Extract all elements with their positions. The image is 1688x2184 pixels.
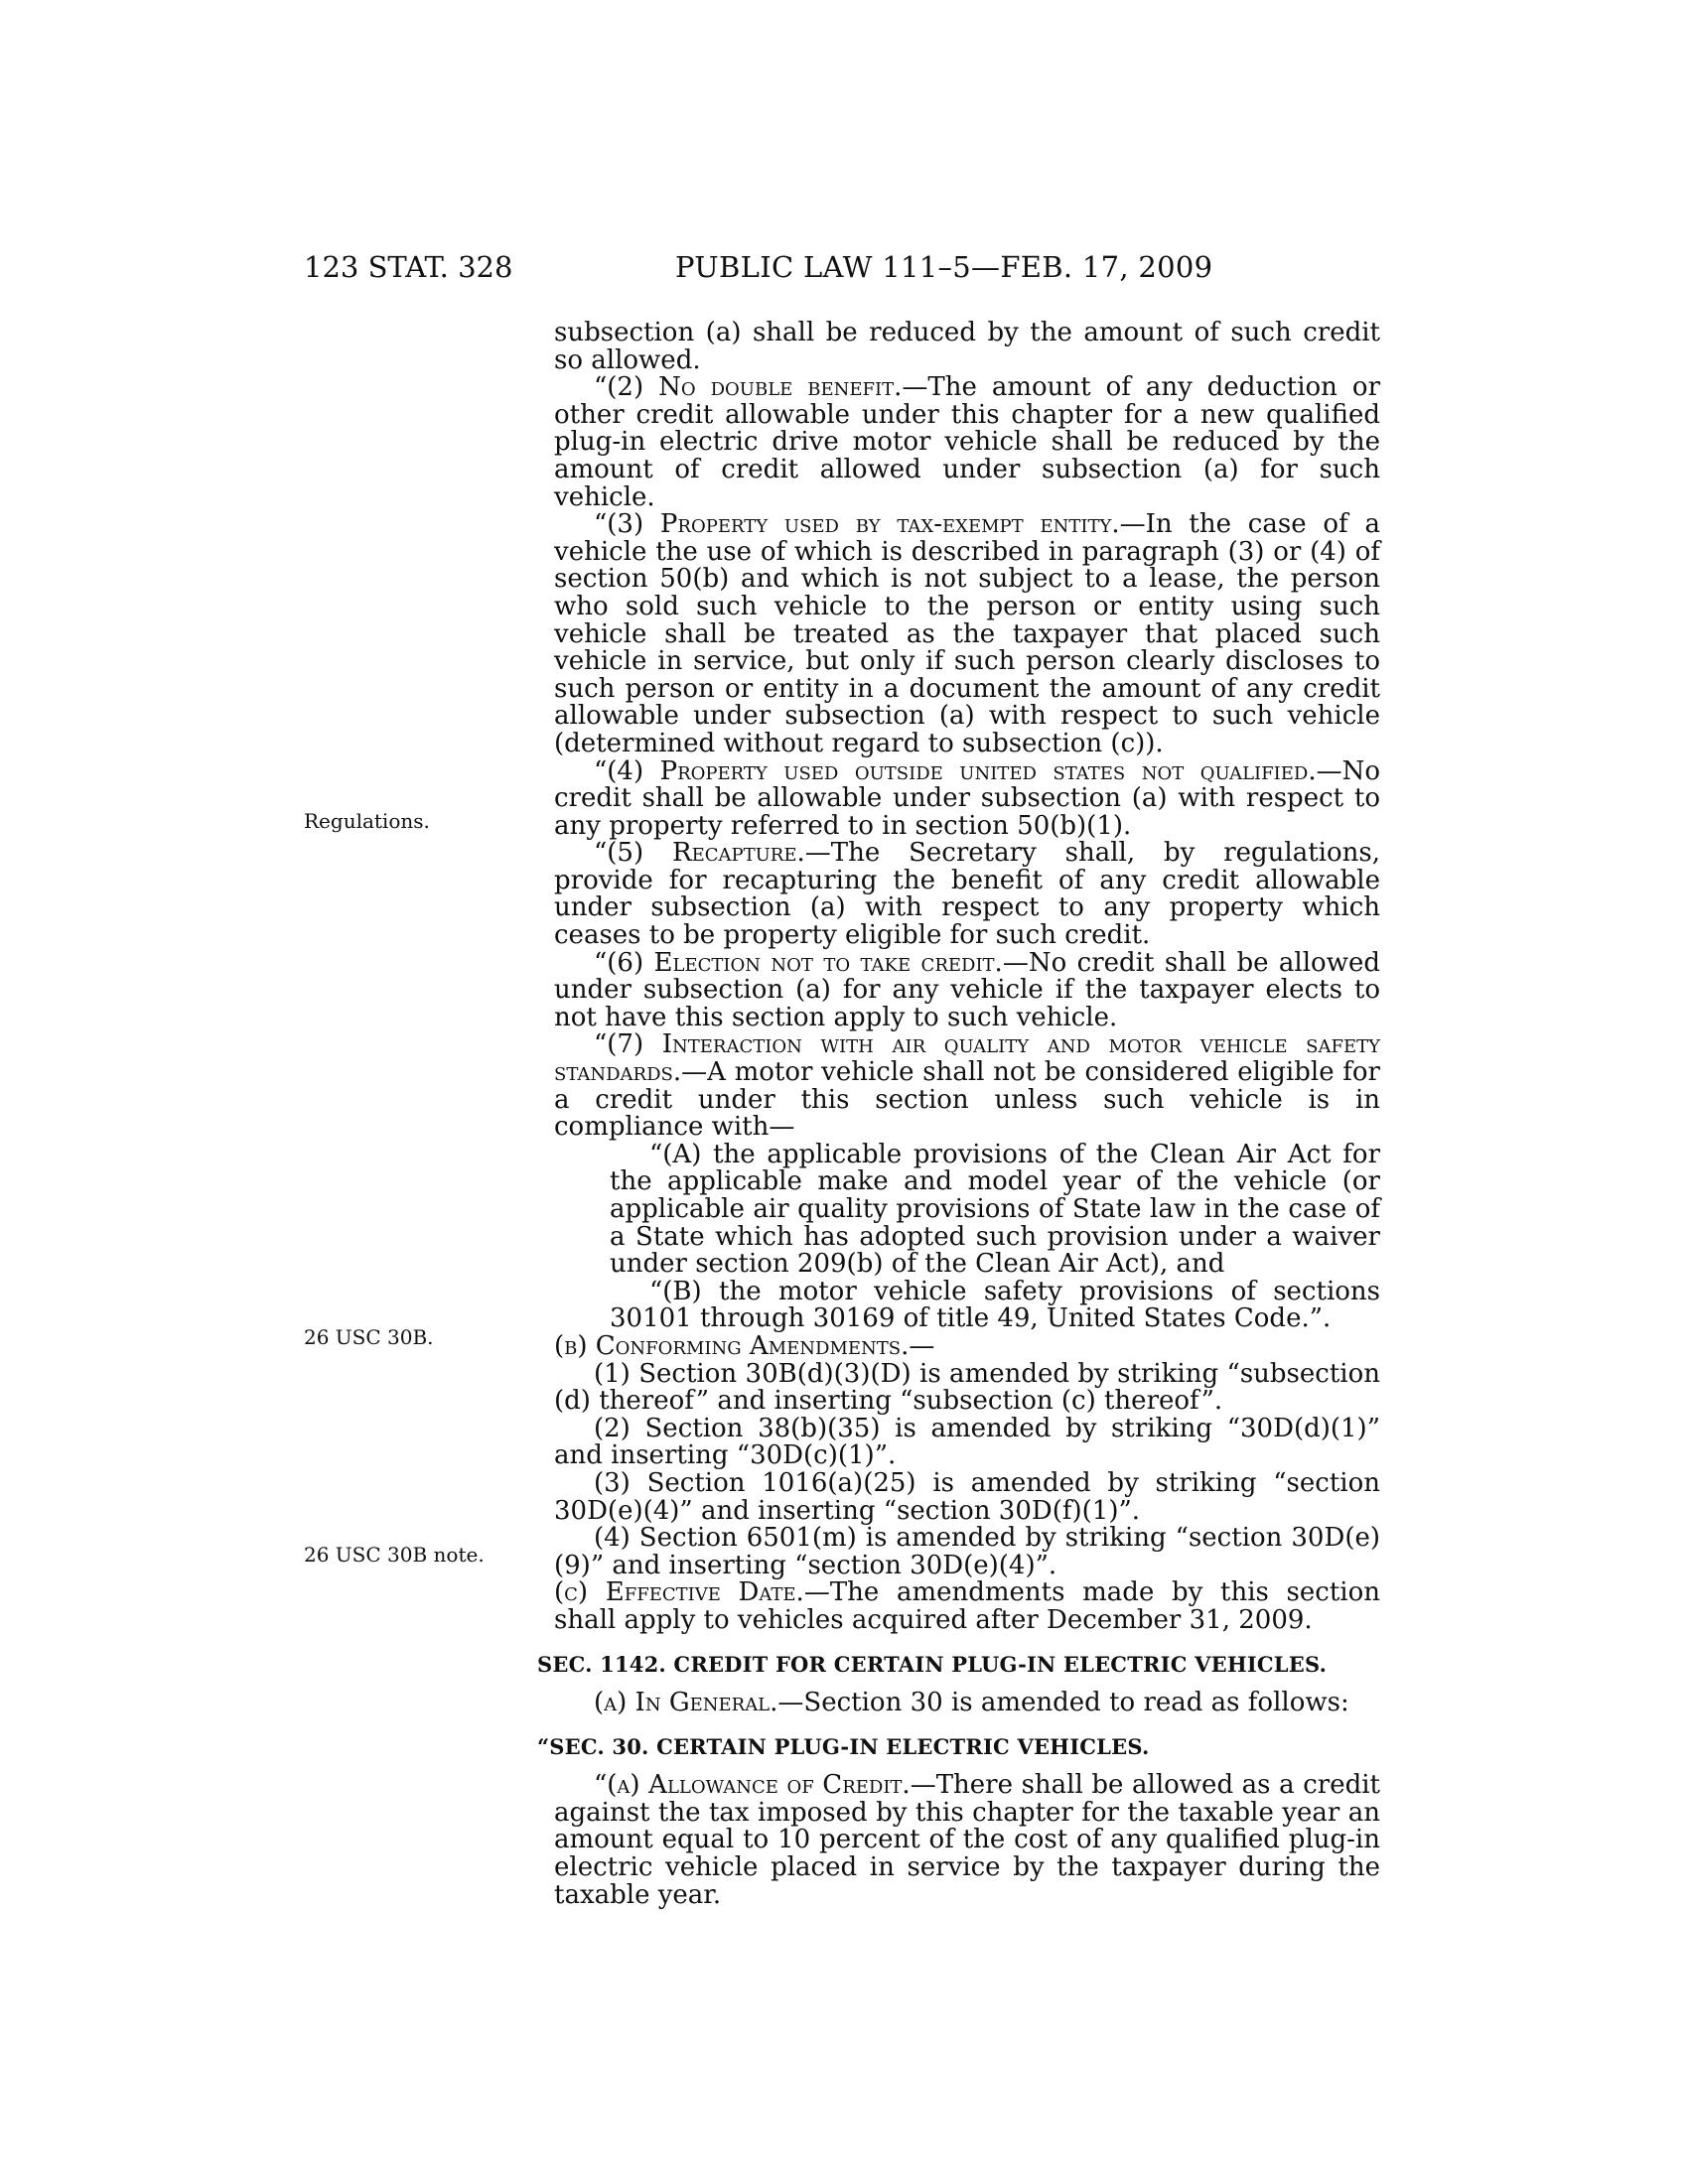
text-election: —No credit shall be allowed under subsection (a) for any vehicle if the taxpayer elects to not have this section apply to such vehicle. bbox=[554, 947, 1380, 1032]
paragraph-continuation: subsection (a) shall be reduced by the amount of such credit so allowed. bbox=[554, 318, 1380, 375]
statute-text-column bbox=[537, 318, 1381, 1910]
heading-recapture: “(5) Recapture. bbox=[594, 838, 805, 869]
amendment-item-1: (1) Section 30B(d)(3)(D) is amended by striking “subsection (d) thereof” and inserting “subsection (c) thereof”. bbox=[554, 1358, 1380, 1417]
amendment-item-3: (3) Section 1016(a)(25) is amended by striking “section 30D(e)(4)” and inserting “section 30D(f)(1)”. bbox=[554, 1467, 1380, 1526]
section-1142-heading: SEC. 1142. CREDIT FOR CERTAIN PLUG-IN ELECTRIC VEHICLES. bbox=[537, 1651, 1328, 1677]
heading-outside-united-states: “(4) Property used outside united states not qualified. bbox=[594, 755, 1317, 786]
section-30-heading: “SEC. 30. CERTAIN PLUG-IN ELECTRIC VEHICLES. bbox=[537, 1733, 1150, 1759]
heading-conforming-amendments: (b) Conforming Amendments. bbox=[554, 1330, 910, 1361]
heading-allowance-of-credit: “(a) Allowance of Credit. bbox=[594, 1770, 911, 1801]
paragraph-interaction-standards bbox=[554, 1031, 1380, 1141]
text-interaction-standards: —A motor vehicle shall not be considered eligible for a credit under this section unless such vehicle is in compliance with— bbox=[554, 1057, 1380, 1143]
margin-note-26-usc-30b-note: 26 USC 30B note. bbox=[304, 1543, 485, 1567]
subsection-effective-date bbox=[554, 1579, 1380, 1634]
amendment-item-4: (4) Section 6501(m) is amended by striking “section 30D(e)(9)” and inserting “section 30D(e)(4)”. bbox=[554, 1523, 1380, 1580]
text-outside-united-states: —No credit shall be allowable under subsection (a) with respect to any property referred to in section 50(b)(1). bbox=[554, 755, 1380, 841]
paragraph-tax-exempt-entity bbox=[554, 511, 1380, 757]
paragraph-outside-united-states bbox=[554, 755, 1380, 841]
amendment-item-2: (2) Section 38(b)(35) is amended by striking “30D(d)(1)” and inserting “30D(c)(1)”. bbox=[554, 1413, 1380, 1471]
text-allowance-of-credit: —There shall be allowed as a credit against the tax imposed by this chapter for the taxable year an amount equal to 10 percent of the cost of any qualified plug-in electric vehicle placed in service by the taxpayer during the taxable year. bbox=[554, 1770, 1380, 1910]
subsection-conforming-amendments bbox=[554, 1330, 1380, 1361]
heading-effective-date: (c) Effective Date. bbox=[554, 1577, 804, 1608]
text-recapture: —The Secretary shall, by regulations, provide for recapturing the benefit of any credit allowable under subsection (a) with respect to any property which ceases to be property eligible for such credit. bbox=[554, 838, 1381, 951]
page-stat-citation: 123 STAT. 328 bbox=[304, 250, 513, 284]
subparagraph-safety-provisions: “(B) the motor vehicle safety provisions of sections 30101 through 30169 of title 49, United States Code.”. bbox=[610, 1276, 1380, 1334]
subparagraph-clean-air-act: “(A) the applicable provisions of the Clean Air Act for the applicable make and model year of the vehicle (or applicable air quality provisions of State law in the case of a State which has adopted such provision under a waiver under section 209(b) of the Clean Air Act), and bbox=[610, 1139, 1380, 1280]
text-tax-exempt-entity: —In the case of a vehicle the use of which is described in paragraph (3) or (4) of section 50(b) and which is not subject to a lease, the person who sold such vehicle to the person or entity using such vehicle shall be treated as the taxpayer that placed such vehicle in service, but only if such person clearly discloses to such person or entity in a document the amount of any credit allowable under subsection (a) with respect to such vehicle (determined without regard to subsection (c)). bbox=[554, 509, 1380, 758]
margin-note-26-usc-30b: 26 USC 30B. bbox=[304, 1325, 434, 1349]
heading-in-general: (a) In General. bbox=[594, 1688, 778, 1718]
text-in-general: —Section 30 is amended to read as follows: bbox=[777, 1688, 1349, 1718]
paragraph-recapture bbox=[554, 840, 1380, 949]
dash: — bbox=[909, 1330, 935, 1361]
paragraph-election bbox=[554, 947, 1380, 1032]
heading-no-double-benefit: “(2) No double benefit. bbox=[594, 372, 903, 403]
margin-note-regulations: Regulations. bbox=[304, 809, 430, 833]
paragraph-no-double-benefit bbox=[554, 374, 1380, 511]
heading-interaction-standards: “(7) Interaction with air quality and motor vehicle safety standards. bbox=[554, 1029, 1380, 1088]
heading-tax-exempt-entity: “(3) Property used by tax-exempt entity. bbox=[594, 509, 1120, 540]
text-no-double-benefit: —The amount of any deduction or other credit allowable under this chapter for a new qualified plug-in electric drive motor vehicle shall be reduced by the amount of credit allowed under subsection (a) for such vehicle. bbox=[554, 372, 1380, 512]
heading-election: “(6) Election not to take credit. bbox=[594, 947, 1003, 978]
paragraph-in-general bbox=[554, 1690, 1380, 1717]
running-header: PUBLIC LAW 111–5—FEB. 17, 2009 bbox=[675, 250, 1213, 284]
paragraph-allowance-of-credit bbox=[554, 1772, 1380, 1909]
text-effective-date: —The amendments made by this section shall apply to vehicles acquired after December 31, 2009. bbox=[554, 1577, 1380, 1635]
